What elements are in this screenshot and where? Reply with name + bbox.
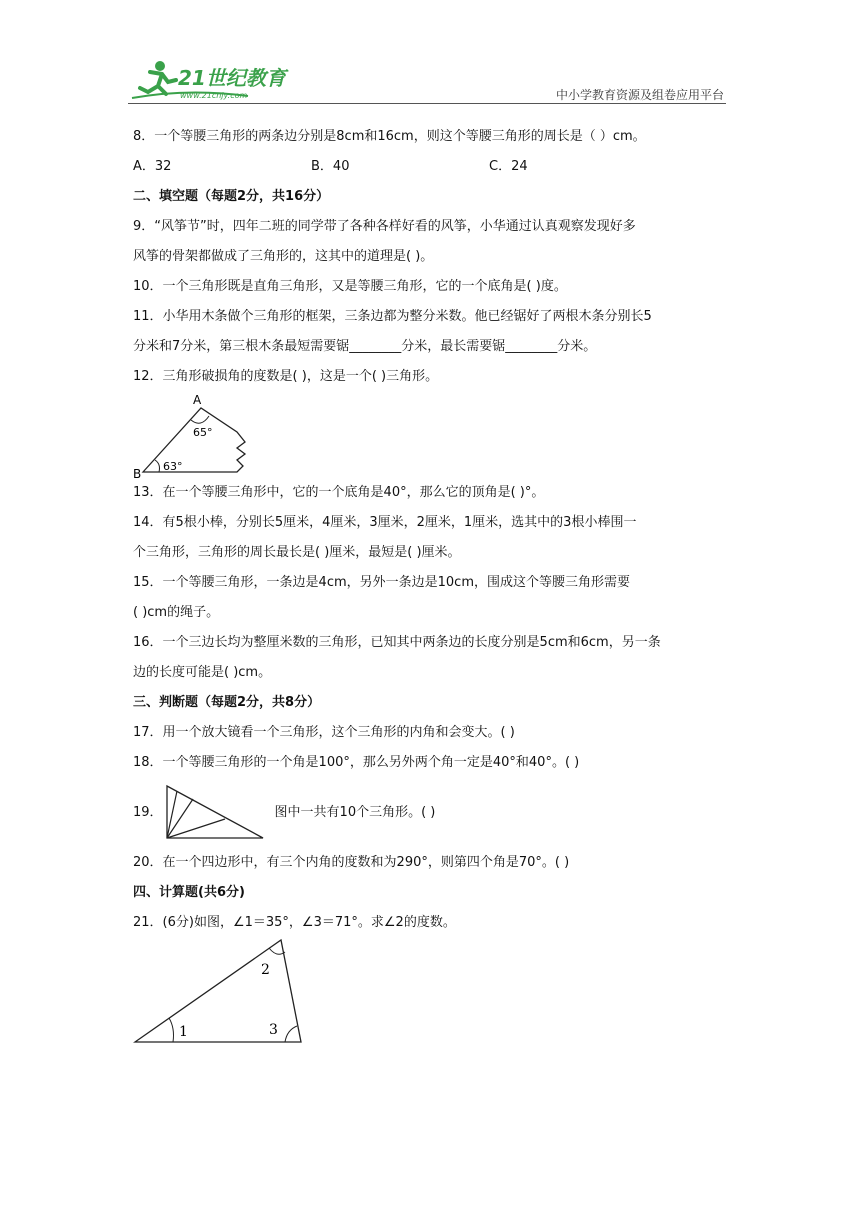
logo-head [155, 61, 165, 71]
question-8: 8．一个等腰三角形的两条边分别是8cm和16cm，则这个等腰三角形的周长是（ ）cm。 [133, 129, 646, 144]
question-15-line2: ( )cm的绳子。 [133, 605, 220, 620]
question-19-number: 19． [133, 805, 163, 820]
outer-triangle [167, 786, 263, 838]
exam-content [133, 122, 733, 1048]
question-14-line2: 个三角形，三角形的周长最长是( )厘米，最短是( )厘米。 [133, 545, 461, 560]
page-header [128, 58, 726, 104]
angle-a-value: 65° [193, 426, 213, 439]
question-20: 20．在一个四边形中，有三个内角的度数和为290°，则第四个角是70°。( ) [133, 855, 570, 870]
option-a: A．32 [133, 159, 172, 174]
figure-12-broken-triangle [133, 392, 263, 478]
question-10: 10．一个三角形既是直角三角形，又是等腰三角形，它的一个底角是( )度。 [133, 279, 567, 294]
question-13: 13．在一个等腰三角形中，它的一个底角是40°，那么它的顶角是( )°。 [133, 485, 545, 500]
question-15-line1: 15．一个等腰三角形，一条边是4cm，另外一条边是10cm，围成这个等腰三角形需要 [133, 575, 630, 590]
angle-1-label: 1 [179, 1024, 188, 1040]
inner-line-3 [167, 819, 225, 838]
question-12: 12．三角形破损角的度数是( )，这是一个( )三角形。 [133, 369, 439, 384]
logo-text: 21世纪教育 [178, 66, 286, 90]
question-19-text: 图中一共有10个三角形。( ) [274, 805, 436, 820]
question-8-options [133, 152, 733, 182]
runner-icon [140, 72, 176, 94]
question-9-line2: 风筝的骨架都做成了三角形的，这其中的道理是( )。 [133, 249, 434, 264]
header-divider [128, 103, 726, 104]
question-11-line2: 分米和7分米，第三根木条最短需要锯________分米，最长需要锯________分米。 [133, 339, 597, 354]
angle-a-arc [191, 416, 209, 423]
question-9-line1: 9．“风筝节”时，四年二班的同学带了各种各样好看的风筝，小华通过认真观察发现好多 [133, 219, 636, 234]
figure-19-triangles [163, 782, 273, 844]
label-b: B [133, 467, 142, 478]
section-calculation: 四、计算题(共6分) [133, 885, 245, 900]
question-21: 21．(6分)如图，∠1＝35°，∠3＝71°。求∠2的度数。 [133, 915, 456, 930]
question-11-line1: 11．小华用木条做个三角形的框架，三条边都为整分米数。他已经锯好了两根木条分别长5 [133, 309, 652, 324]
question-16-line1: 16．一个三边长均为整厘米数的三角形，已知其中两条边的长度分别是5cm和6cm，另一条 [133, 635, 661, 650]
section-fill-in: 二、填空题（每题2分，共16分） [133, 189, 330, 204]
logo [128, 58, 298, 102]
figure-21-triangle [133, 938, 308, 1048]
logo-url: www.21cnjy.com [180, 91, 248, 100]
angle-3-arc [285, 1026, 297, 1042]
angle-b-value: 63° [163, 460, 183, 473]
label-a: A [193, 393, 202, 407]
question-17: 17．用一个放大镜看一个三角形，这个三角形的内角和会变大。( ) [133, 725, 515, 740]
option-c: C．24 [489, 159, 528, 174]
question-19 [133, 778, 733, 848]
angle-1-arc [169, 1018, 174, 1042]
angle-2-label: 2 [261, 962, 270, 978]
angle-3-label: 3 [269, 1022, 278, 1038]
section-true-false: 三、判断题（每题2分，共8分） [133, 695, 321, 710]
question-16-line2: 边的长度可能是( )cm。 [133, 665, 272, 680]
broken-triangle-shape [143, 408, 245, 472]
option-b: B．40 [311, 159, 350, 174]
question-14-line1: 14．有5根小棒，分别长5厘米，4厘米，3厘米，2厘米，1厘米，选其中的3根小棒围一 [133, 515, 637, 530]
question-18: 18．一个等腰三角形的一个角是100°，那么另外两个角一定是40°和40°。( ) [133, 755, 580, 770]
angle-b-arc [155, 460, 160, 472]
header-platform-name: 中小学教育资源及组卷应用平台 [555, 88, 724, 102]
